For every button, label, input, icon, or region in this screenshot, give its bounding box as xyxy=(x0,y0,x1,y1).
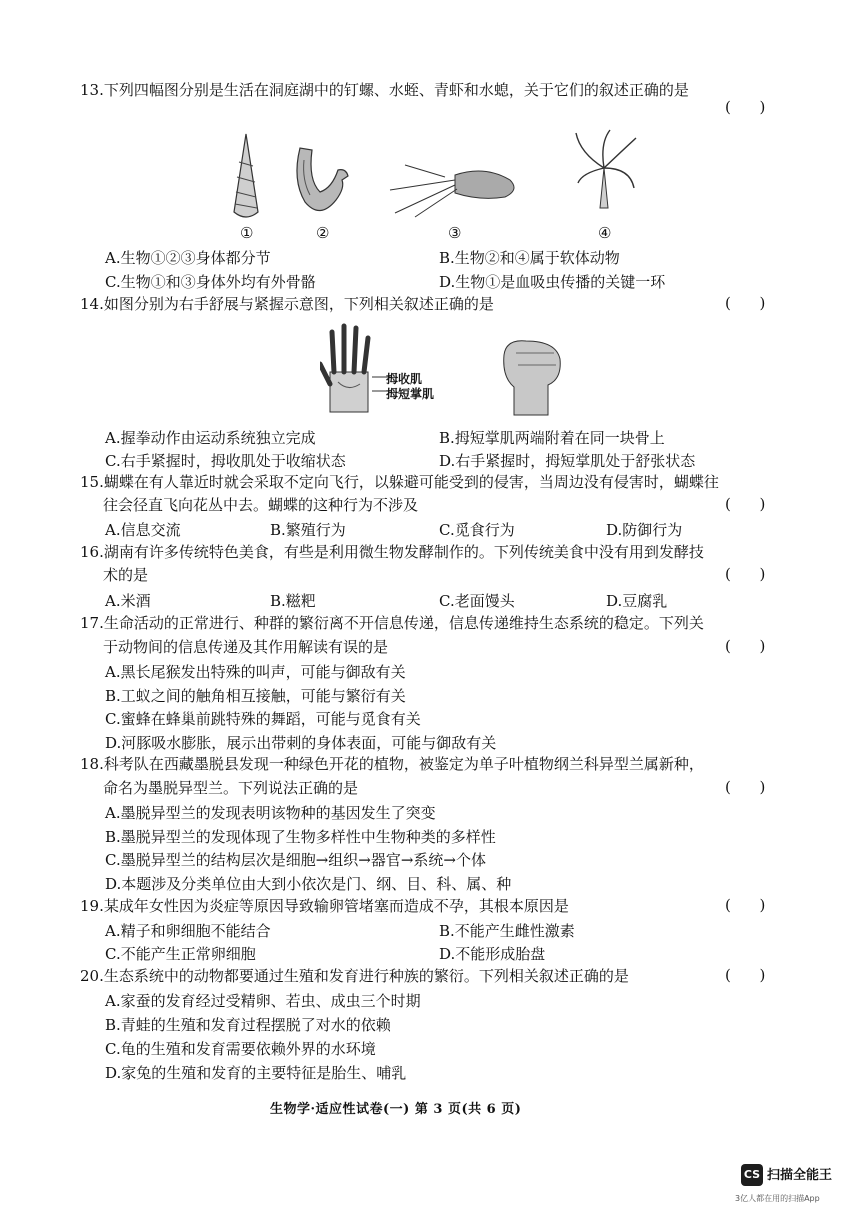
q15-option-d: D.防御行为 xyxy=(606,521,683,539)
hydra-image xyxy=(570,128,640,218)
scanner-logo-icon: CS xyxy=(741,1164,763,1186)
q19-option-d: D.不能形成胎盘 xyxy=(439,945,546,963)
q17-stem-line1: 17.生命活动的正常进行、种群的繁衍离不开信息传递，信息传递维持生态系统的稳定。下列关 xyxy=(80,614,704,632)
scanner-app-name: 扫描全能王 xyxy=(767,1168,833,1183)
q13-label-4: ④ xyxy=(598,224,612,242)
q16-stem-line2: 术的是 xyxy=(103,566,149,584)
q14-option-b: B.拇短掌肌两端附着在同一块骨上 xyxy=(439,429,665,447)
q18-answer-paren: ( ) xyxy=(725,778,766,796)
snail-image xyxy=(230,132,262,222)
label-adductor-pollicis: 拇收肌 xyxy=(386,372,423,386)
q17-option-b: B.工蚁之间的触角相互接触，可能与繁衍有关 xyxy=(105,687,406,705)
q18-option-b: B.墨脱异型兰的发现体现了生物多样性中生物种类的多样性 xyxy=(105,828,496,846)
open-hand-image xyxy=(320,322,380,417)
q20-answer-paren: ( ) xyxy=(725,966,766,984)
q15-option-a: A.信息交流 xyxy=(105,521,181,539)
q17-stem-line2: 于动物间的信息传递及其作用解读有误的是 xyxy=(103,638,389,656)
q13-option-c: C.生物①和③身体外均有外骨骼 xyxy=(105,273,316,291)
q15-stem-line1: 15.蝴蝶在有人靠近时就会采取不定向飞行，以躲避可能受到的侵害，当周边没有侵害时，蝴蝶往 xyxy=(80,473,719,491)
q20-option-a: A.家蚕的发育经过受精卵、若虫、成虫三个时期 xyxy=(105,992,421,1010)
q17-option-c: C.蜜蜂在蜂巢前跳特殊的舞蹈，可能与觅食有关 xyxy=(105,710,421,728)
fist-image xyxy=(496,335,568,417)
q18-option-d: D.本题涉及分类单位由大到小依次是门、纲、目、科、属、种 xyxy=(105,875,512,893)
q20-stem: 20.生态系统中的动物都要通过生殖和发育进行种族的繁衍。下列相关叙述正确的是 xyxy=(80,967,629,985)
q13-label-3: ③ xyxy=(448,224,462,242)
q13-label-2: ② xyxy=(316,224,330,242)
q20-option-d: D.家兔的生殖和发育的主要特征是胎生、哺乳 xyxy=(105,1064,407,1082)
q13-stem: 13.下列四幅图分别是生活在洞庭湖中的钉螺、水蛭、青虾和水螅，关于它们的叙述正确的是 xyxy=(80,81,689,99)
q14-option-a: A.握拳动作由运动系统独立完成 xyxy=(105,429,316,447)
q19-stem: 19.某成年女性因为炎症等原因导致输卵管堵塞而造成不孕，其根本原因是 xyxy=(80,897,569,915)
q13-answer-paren: ( ) xyxy=(725,98,766,116)
q15-stem-line2: 往会径直飞向花丛中去。蝴蝶的这种行为不涉及 xyxy=(103,496,419,514)
q19-option-c: C.不能产生正常卵细胞 xyxy=(105,945,256,963)
q16-answer-paren: ( ) xyxy=(725,565,766,583)
q16-option-b: B.糍粑 xyxy=(270,592,316,610)
q15-answer-paren: ( ) xyxy=(725,495,766,513)
q18-option-a: A.墨脱异型兰的发现表明该物种的基因发生了突变 xyxy=(105,804,436,822)
q14-answer-paren: ( ) xyxy=(725,294,766,312)
q17-option-a: A.黑长尾猴发出特殊的叫声，可能与御敌有关 xyxy=(105,663,406,681)
q16-option-c: C.老面馒头 xyxy=(439,592,515,610)
q19-option-a: A.精子和卵细胞不能结合 xyxy=(105,922,271,940)
q15-option-b: B.繁殖行为 xyxy=(270,521,346,539)
q16-option-d: D.豆腐乳 xyxy=(606,592,668,610)
shrimp-image xyxy=(385,155,535,220)
q17-answer-paren: ( ) xyxy=(725,637,766,655)
q14-option-d: D.右手紧握时，拇短掌肌处于舒张状态 xyxy=(439,452,696,470)
scanner-app-tagline: 3亿人都在用的扫描App xyxy=(735,1194,820,1203)
q18-stem-line1: 18.科考队在西藏墨脱县发现一种绿色开花的植物，被鉴定为单子叶植物纲兰科异型兰属新种， xyxy=(80,755,704,773)
leech-image xyxy=(290,140,355,220)
q13-option-d: D.生物①是血吸虫传播的关键一环 xyxy=(439,273,666,291)
q14-stem: 14.如图分别为右手舒展与紧握示意图，下列相关叙述正确的是 xyxy=(80,295,494,313)
q20-option-c: C.龟的生殖和发育需要依赖外界的水环境 xyxy=(105,1040,376,1058)
q19-option-b: B.不能产生雌性激素 xyxy=(439,922,575,940)
q18-option-c: C.墨脱异型兰的结构层次是细胞→组织→器官→系统→个体 xyxy=(105,851,486,869)
q20-option-b: B.青蛙的生殖和发育过程摆脱了对水的依赖 xyxy=(105,1016,391,1034)
q15-option-c: C.觅食行为 xyxy=(439,521,515,539)
q16-stem-line1: 16.湖南有许多传统特色美食，有些是利用微生物发酵制作的。下列传统美食中没有用到发酵技 xyxy=(80,543,704,561)
q16-option-a: A.米酒 xyxy=(105,592,151,610)
q13-option-b: B.生物②和④属于软体动物 xyxy=(439,249,620,267)
q13-option-a: A.生物①②③身体都分节 xyxy=(105,249,271,267)
label-abductor-pollicis-brevis: 拇短掌肌 xyxy=(386,387,435,401)
q13-label-1: ① xyxy=(240,224,254,242)
q18-stem-line2: 命名为墨脱异型兰。下列说法正确的是 xyxy=(103,779,359,797)
q17-option-d: D.河豚吸水膨胀，展示出带刺的身体表面，可能与御敌有关 xyxy=(105,734,497,752)
q14-option-c: C.右手紧握时，拇收肌处于收缩状态 xyxy=(105,452,346,470)
page-footer: 生物学·适应性试卷(一) 第 3 页(共 6 页) xyxy=(270,1102,522,1117)
q19-answer-paren: ( ) xyxy=(725,896,766,914)
